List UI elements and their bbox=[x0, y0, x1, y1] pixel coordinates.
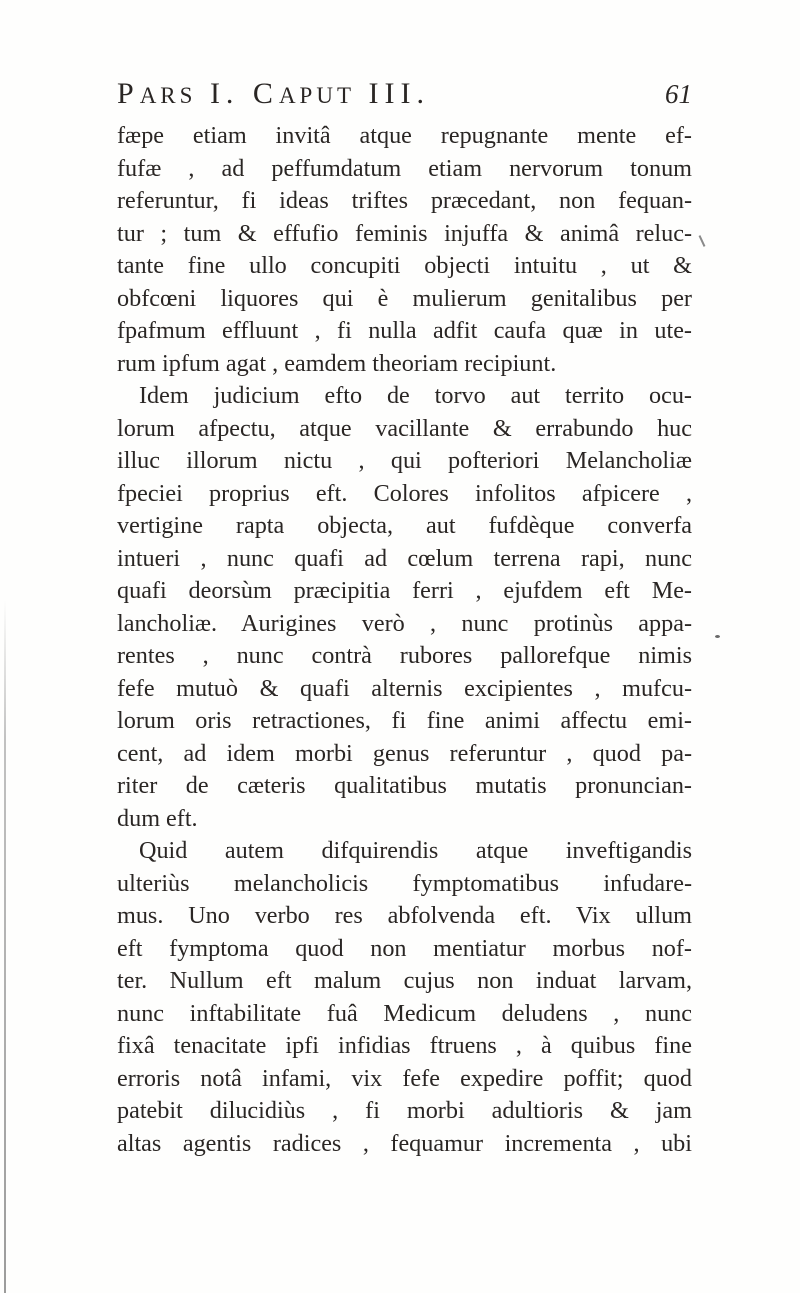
text-line: fæpe etiam invitâ atque repugnante mente ef- bbox=[117, 122, 692, 149]
text-line: intueri , nunc quafi ad cœlum terrena rapi, nunc bbox=[117, 544, 692, 572]
text-line: mus. Uno verbo res abfolvenda eft. Vix ullum bbox=[117, 902, 692, 929]
text-line: riter de cæteris qualitatibus mutatis pronuncian- bbox=[117, 772, 692, 799]
text-line: lorum afpectu, atque vacillante & errabundo huc bbox=[117, 414, 692, 442]
text-line: vertigine rapta objecta, aut fufdèque converfa bbox=[117, 512, 692, 539]
page-number: 61 bbox=[665, 79, 692, 109]
running-head-part-number: I. C bbox=[196, 77, 279, 110]
text-line: nunc inftabilitate fuâ Medicum deludens , nunc bbox=[117, 999, 692, 1027]
text-line: patebit dilucidiùs , fi morbi adultioris & jam bbox=[117, 1097, 692, 1124]
text-line: cent, ad idem morbi genus referuntur , quod pa- bbox=[117, 739, 692, 767]
text-line: quafi deorsùm præcipitia ferri , ejufdem eft Me- bbox=[117, 577, 692, 604]
margin-mark bbox=[699, 235, 706, 247]
text-line: Idem judicium efto de torvo aut territo ocu- bbox=[139, 382, 692, 409]
text-line: fpafmum effluunt , fi nulla adfit caufa quæ in ute- bbox=[117, 317, 692, 344]
text-line: fpeciei proprius eft. Colores infolitos afpicere , bbox=[117, 479, 692, 507]
text-line: illuc illorum nictu , qui pofteriori Melancholiæ bbox=[117, 447, 692, 474]
text-line: Quid autem difquirendis atque inveftigandis bbox=[139, 837, 692, 864]
text-line: lorum oris retractiones, fi fine animi affectu emi- bbox=[117, 707, 692, 734]
text-line: rum ipfum agat , eamdem theoriam recipiunt. bbox=[117, 349, 557, 377]
page-gutter-shadow bbox=[4, 600, 6, 1293]
text-line: rentes , nunc contrà rubores pallorefque nimis bbox=[117, 642, 692, 669]
text-line: tante fine ullo concupiti objecti intuitu , ut & bbox=[117, 252, 692, 279]
text-line: lancholiæ. Aurigines verò , nunc protinùs appa- bbox=[117, 609, 692, 637]
text-line: altas agentis radices , fequamur incrementa , ubi bbox=[117, 1129, 692, 1157]
body-text bbox=[117, 120, 692, 1160]
margin-speck bbox=[715, 635, 720, 638]
text-line: dum eft. bbox=[117, 804, 198, 832]
text-line: referuntur, fi ideas triftes præcedant, non fequan- bbox=[117, 187, 692, 214]
text-line: eft fymptoma quod non mentiatur morbus nof- bbox=[117, 934, 692, 962]
text-line: ter. Nullum eft malum cujus non induat larvam, bbox=[117, 967, 692, 994]
running-head-pars: ARS bbox=[139, 83, 197, 108]
text-line: fixâ tenacitate ipfi infidias ftruens , à quibus fine bbox=[117, 1032, 692, 1059]
text-line: fefe mutuò & quafi alternis excipientes , mufcu- bbox=[117, 674, 692, 702]
running-head-chapter-number: III. bbox=[355, 77, 430, 110]
running-head bbox=[117, 77, 430, 111]
text-line: fufæ , ad peffumdatum etiam nervorum tonum bbox=[117, 154, 692, 182]
text-line: tur ; tum & effufio feminis injuffa & animâ reluc- bbox=[117, 219, 692, 247]
running-head-caput: APUT bbox=[278, 83, 355, 108]
text-line: erroris notâ infami, vix fefe expedire poffit; quod bbox=[117, 1064, 692, 1092]
text-line: obfcœni liquores qui è mulierum genitalibus per bbox=[117, 284, 692, 312]
running-head-initial: P bbox=[117, 77, 140, 110]
text-line: ulteriùs melancholicis fymptomatibus infudare- bbox=[117, 869, 692, 897]
page-header bbox=[117, 77, 692, 117]
